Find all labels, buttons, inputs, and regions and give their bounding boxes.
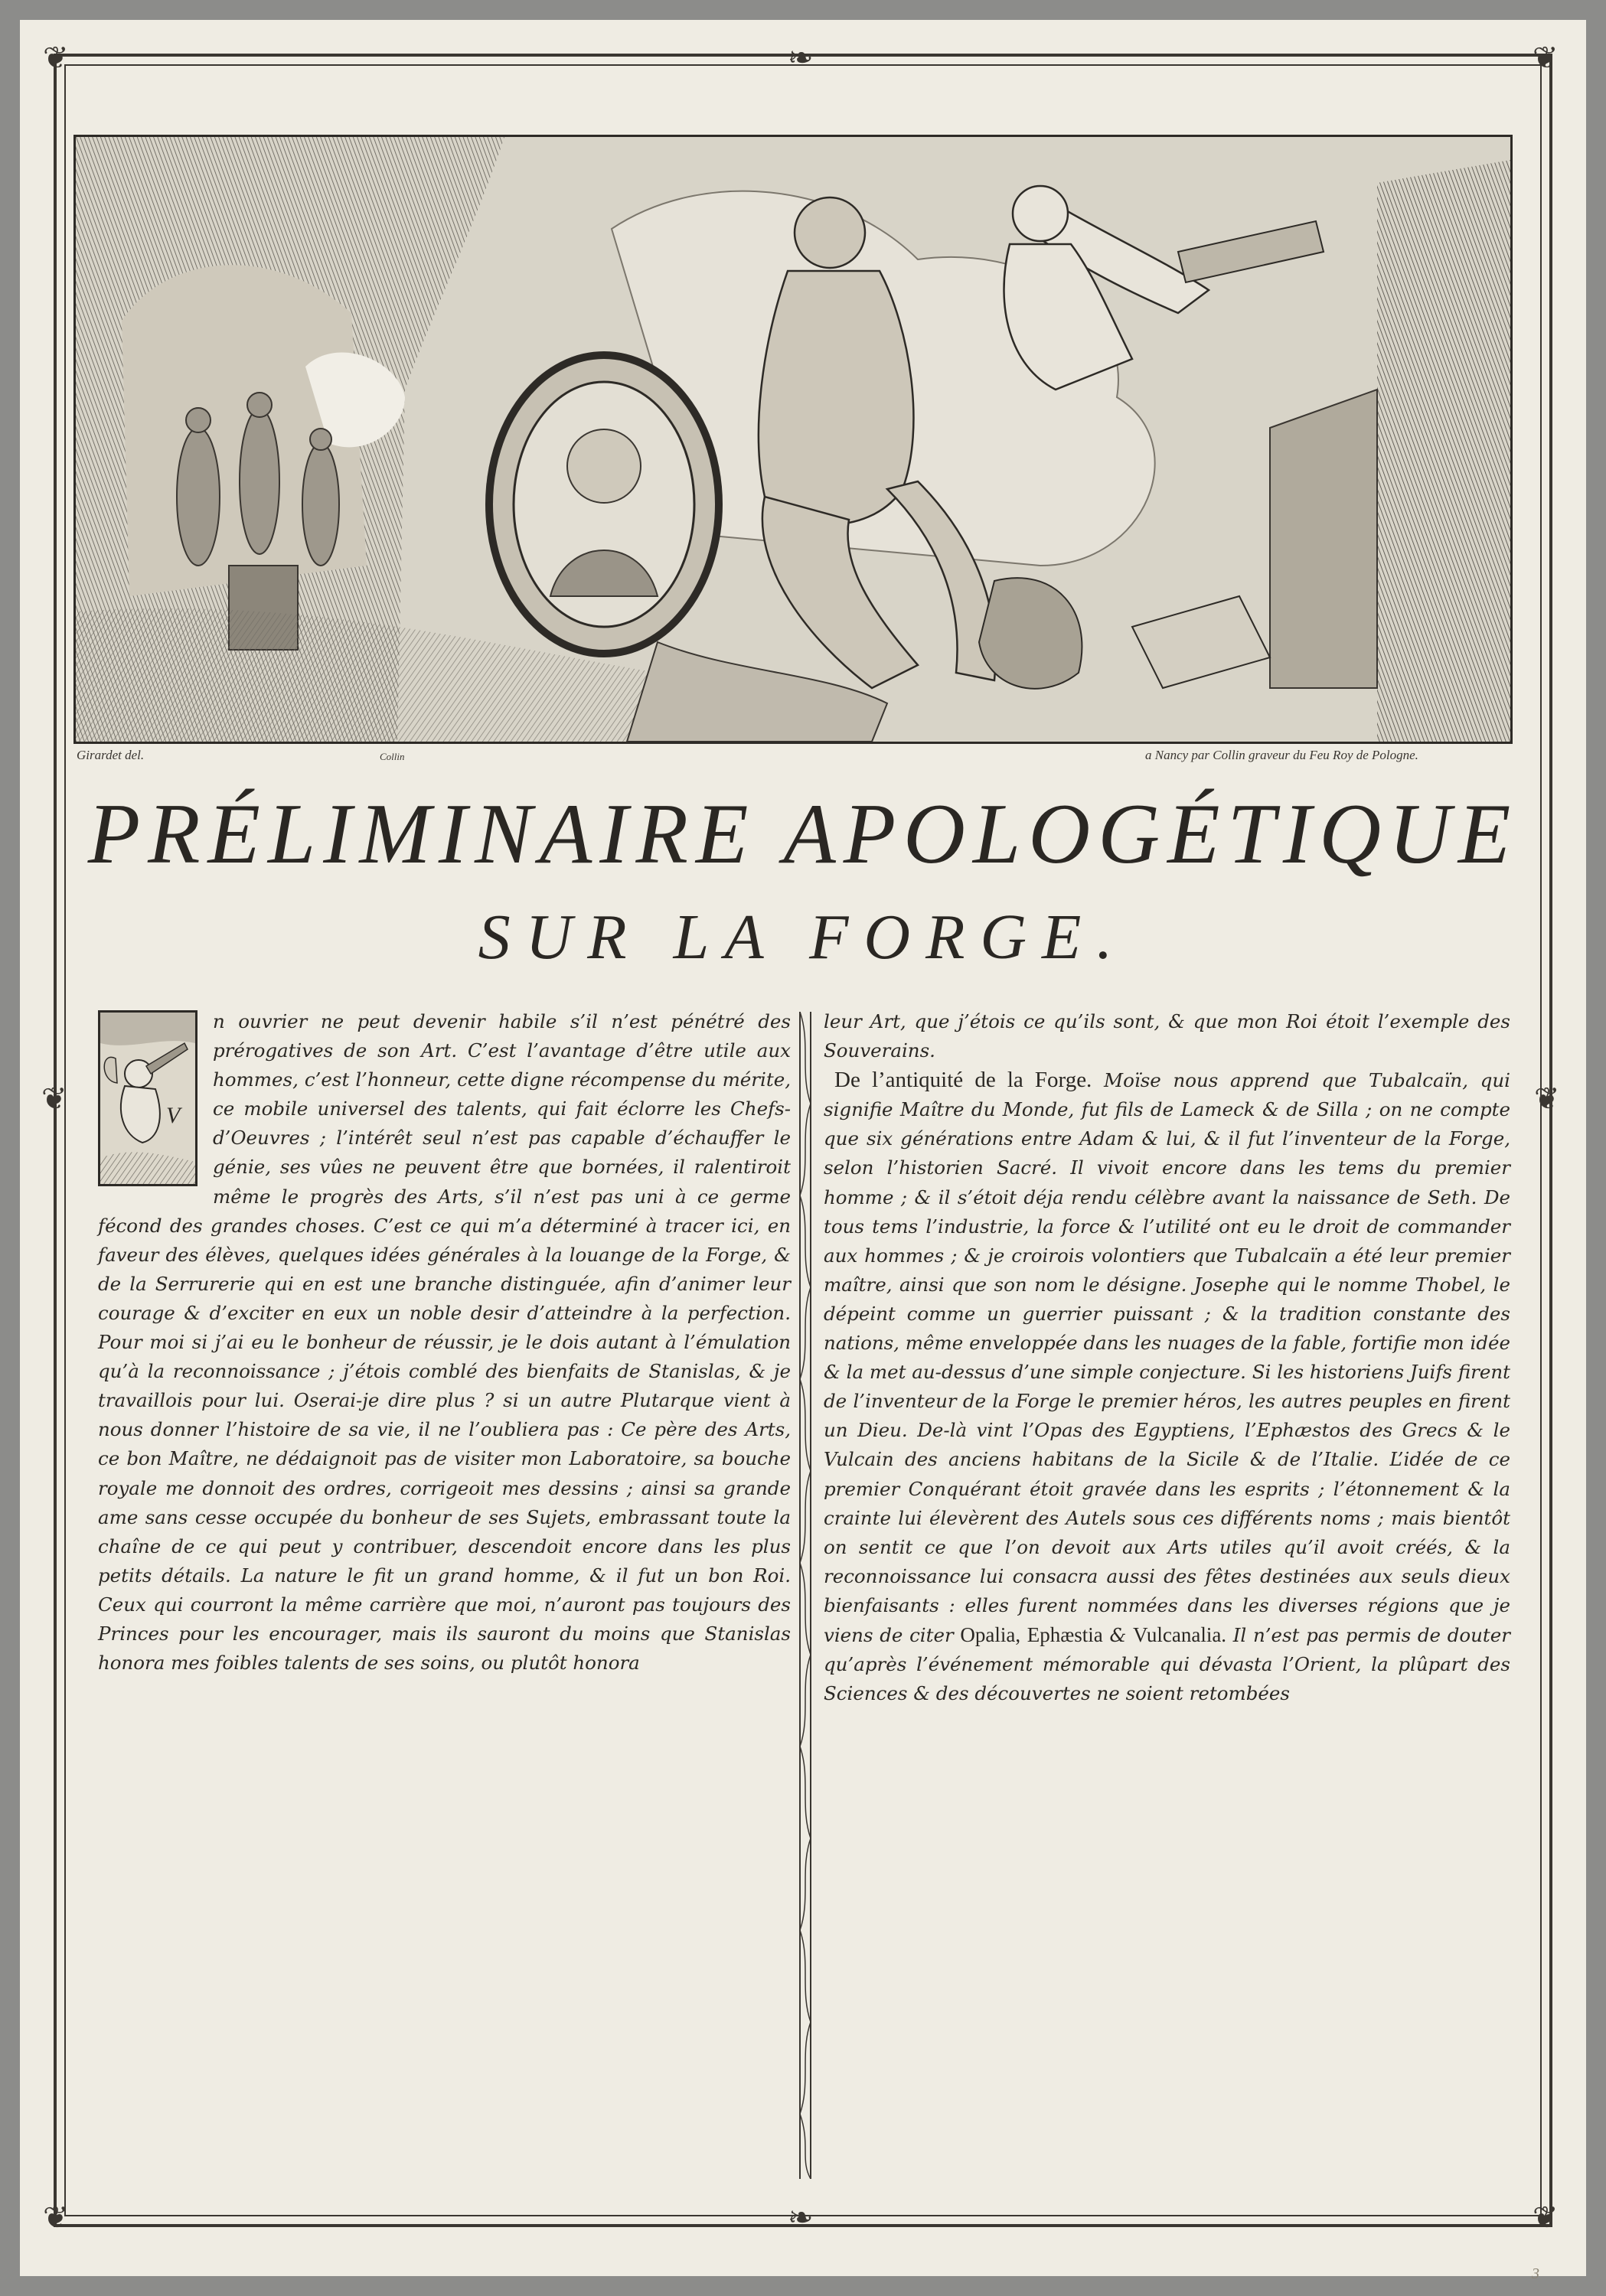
caption-engraver-mark: Collin: [380, 751, 405, 762]
feast-opalia: Opalia,: [960, 1623, 1021, 1646]
feast-vulcanalia: Vulcanalia.: [1132, 1623, 1227, 1646]
top-center-ornament-icon: ❧: [788, 41, 814, 76]
main-title: PRÉLIMINAIRE APOLOGÉTIQUE: [87, 787, 1519, 882]
right-side-ornament-icon: ❦: [1534, 1081, 1560, 1117]
print-sheet: [20, 20, 1586, 2282]
right-text-column: [824, 1007, 1510, 1708]
corner-ornament-icon: ❦: [43, 41, 69, 76]
left-text-column: [98, 1007, 791, 1678]
bottom-center-ornament-icon: ❧: [788, 2200, 814, 2236]
section-heading: De l’antiquité de la Forge.: [834, 1068, 1092, 1093]
cherub-trumpet-icon: [100, 1013, 195, 1184]
continuation-paragraph: leur Art, que j’étois ce qu’ils sont, & que mon Roi étoit l’exemple des Souverains.: [824, 1010, 1510, 1062]
forge-scene-image: [76, 137, 1510, 742]
left-paragraph: n ouvrier ne peut devenir habile s’il n’est pénétré des prérogatives de son Art. C’est l’avantage d’être utile aux hommes, c’est l’honneur, cette digne récompense du mérite, ce mobile universel des talents, qui fait éclorre les Chefs-d’Oeuvres ; l’intérêt seul n’est pas capable d’échauffer le génie, ses vûes ne peuvent être que bornées, il ralentiroit même le progrès des Arts, s’il n’est pas uni à ce germe fécond des grandes choses. C’est ce qui m’a déterminé à tracer ici, en faveur des élèves, quelques idées générales à la louange de la Forge, & de la Serrurerie qui en est une branche distinguée, afin d’animer leur courage & d’exciter en eux un noble desir d’atteindre à la perfection. Pour moi si j’ai eu le bonheur de réussir, je le dois autant à l’émulation qu’à la reconnoissance ; j’étois comblé des bienfaits de Stanislas, & je travaillois pour lui. Oserai-je dire plus ? si un autre Plutarque vient à nous donner l’histoire de sa vie, il ne l’oubliera pas : Ce père des Arts, ce bon Maître, ne dédaignoit pas de visiter mon Laboratoire, sa bouche royale me donnoit des ordres, corrigeoit mes dessins ; ainsi sa grande ame sans cesse occupée du bonheur de ses Sujets, embrassant toute la chaîne de ce qui peut y contribuer, descendoit encore dans les plus petits détails. La nature le fit un grand homme, & il fut un bon Roi. Ceux qui courront la même carrière que moi, n’auront pas toujours des Princes pour les encourager, mais ils sauront du moins que Stanislas honora mes foibles talents de ses soins, ou plutôt honora: [98, 1010, 791, 1675]
antiquity-paragraph: [824, 1065, 1510, 1708]
corner-ornament-icon: ❦: [43, 2200, 69, 2236]
ampersand: &: [1109, 1623, 1127, 1646]
page-number: 3: [1532, 2265, 1539, 2282]
subtitle: SUR LA FORGE.: [478, 902, 1128, 973]
left-side-ornament-icon: ❦: [41, 1081, 67, 1117]
initial-letter: V: [166, 1103, 181, 1128]
antiquity-body-2: Il n’est pas permis de douter qu’après l’événement mémorable qui dévasta l’Orient, la plûpart des Sciences & des découvertes ne soient retombées: [824, 1623, 1510, 1705]
engraved-illustration: [73, 135, 1513, 744]
column-divider-rule: [795, 1012, 815, 2179]
feast-ephaestia: Ephæstia: [1027, 1623, 1103, 1646]
corner-ornament-icon: ❦: [1533, 41, 1559, 76]
caption-engraver: a Nancy par Collin graveur du Feu Roy de Pologne.: [1145, 748, 1418, 762]
antiquity-body-1: Moïse nous apprend que Tubalcaïn, qui signifie Maître du Monde, fut fils de Lameck & de Silla ; on ne compte que six générations entre Adam & lui, & il fut l’inventeur de la Forge, selon l’historien Sacré. Il vivoit encore dans les tems du premier homme ; & il s’étoit déja rendu célèbre avant la naissance de Seth. De tous tems l’industrie, la force & l’utilité ont eu le droit de commander aux hommes ; & je croirois volontiers que Tubalcaïn a été leur premier maître, ainsi que son nom le désigne. Josephe qui le nomme Thobel, le dépeint comme un guerrier puissant ; & la tradition constante des nations, même enveloppée dans les nuages de la fable, fortifie mon idée & la met au-dessus d’une simple conjecture. Si les historiens Juifs firent de l’inventeur de la Forge le premier héros, les autres peuples en firent un Dieu. De-là vint l’Opas des Egyptiens, l’Ephæstos des Grecs & le Vulcain des anciens habitans de la Sicile & de l’Italie. L’idée de ce premier Conquérant étoit gravée dans les esprits ; l’étonnement & la crainte lui élevèrent des Autels sous ces différents noms ; mais bientôt on sentit ce que l’on devoit aux Arts utiles qu’il avoit créés, & la reconnoissance lui consacra aussi des fêtes destinées aux seuls dieux bienfaisants : elles furent nommées dans les diverses régions que je viens de citer: [824, 1069, 1510, 1646]
decorated-initial: [98, 1010, 197, 1186]
caption-designer: Girardet del.: [77, 748, 145, 762]
corner-ornament-icon: ❦: [1533, 2200, 1559, 2236]
